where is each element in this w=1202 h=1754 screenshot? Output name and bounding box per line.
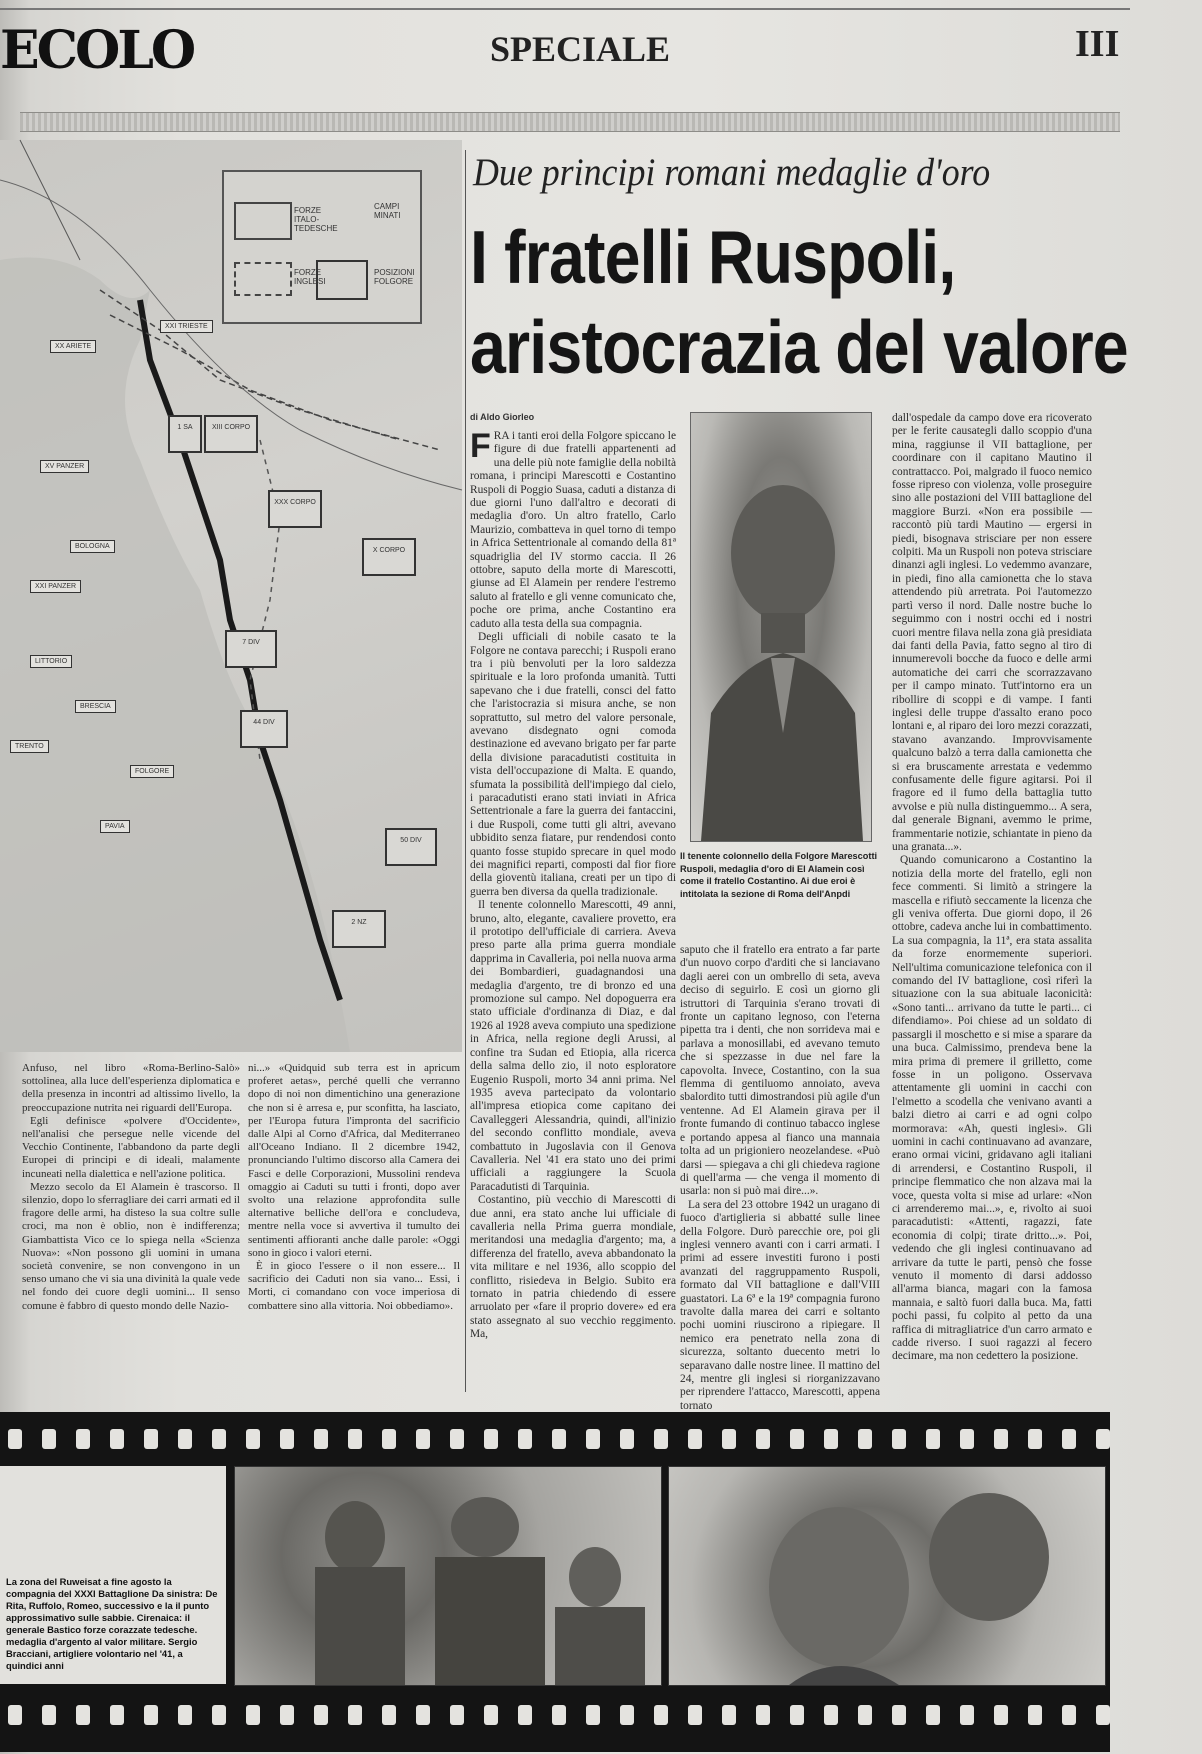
film-sprocket-hole bbox=[552, 1705, 566, 1725]
legend-swatch bbox=[234, 262, 292, 296]
film-sprocket-hole bbox=[1062, 1429, 1076, 1449]
faces-silhouette bbox=[669, 1467, 1105, 1685]
film-strip bbox=[0, 1412, 1110, 1752]
page-number: III bbox=[1075, 23, 1120, 65]
film-sprocket-hole bbox=[110, 1429, 124, 1449]
film-sprocket-hole bbox=[688, 1705, 702, 1725]
film-sprocket-hole bbox=[688, 1429, 702, 1449]
map-label: XXI TRIESTE bbox=[160, 320, 213, 333]
text-column-1 bbox=[470, 427, 676, 1400]
film-sprocket-hole bbox=[382, 1705, 396, 1725]
film-sprocket-hole bbox=[348, 1705, 362, 1725]
film-sprocket-hole bbox=[926, 1429, 940, 1449]
film-sprocket-hole bbox=[824, 1705, 838, 1725]
film-caption: La zona del Ruweisat a fine agosto la compagnia del XXXI Battaglione Da sinistra: De Rita, Ruffolo, Romeo, successivo e la il punto approssimativo sulle sabbie. Cirenaica: il generale Bastico forze corazzate tedesche. medaglia d'argento al valor militare. Sergio Bracciani, artigliere volontario nel '41, a quindici anni bbox=[6, 1576, 218, 1671]
film-sprocket-hole bbox=[1028, 1705, 1042, 1725]
film-sprocket-hole bbox=[382, 1429, 396, 1449]
map-unit-box: 50 DIV bbox=[385, 828, 437, 866]
paragraph: Egli definisce «polvere d'Occidente», nell'analisi che persegue nelle vicende del Vecchio Continente, l'abbandono da parte degli Europei di principi e di ideali, malamente incuneati nella dialettica e nell'azione politica. bbox=[22, 1114, 240, 1180]
paragraph: Costantino, più vecchio di Marescotti di due anni, era stato anche lui ufficiale di cavalleria nella Prima guerra mondiale, meritandosi una medaglia d'argento; ma, a differenza del fratello, aveva abbandonato la vita militare e nel 1936, allo scoppio del conflitto, risiedeva in Belgio. Subito era tornato in patria chiedendo di essere arruolato per «fare il proprio dovere» ed era stato assegnato al suo vecchio reggimento. Ma, bbox=[470, 1194, 676, 1341]
film-sprocket-hole bbox=[348, 1429, 362, 1449]
map-label: BOLOGNA bbox=[70, 540, 115, 553]
text-column-3 bbox=[892, 412, 1092, 1400]
film-sprocket-hole bbox=[552, 1429, 566, 1449]
paragraph: saputo che il fratello era entrato a far parte d'un nuovo corpo d'arditi che si lanciavano dagli aerei con un ombrello di seta, aveva deciso di seguirlo. E così un giorno gli istruttori di Tarquinia s'erano trovati di fronte un capitano legnoso, con l'eterna pipetta tra i denti, che non sorrideva mai e parlava a monosillabi, ed avevano temuto che si spezzasse in due nel fare la capovolta. Invece, Costantino, con la sua flemma di gentiluomo annoiato, aveva sbalordito tutti dimostrandosi più agile d'un ventenne. Ad El Alamein girava per il fronte fumando di continuo tabacco inglese e portando appesa al fianco una mannaia tolta ad un prigioniero neozelandese. «Può darsi — spiegava a chi gli chiedeva ragione di quell'arma — che venga il momento di usarla: non si può mai dire...». bbox=[680, 944, 880, 1198]
film-sprocket-hole bbox=[314, 1429, 328, 1449]
film-sprocket-hole bbox=[484, 1429, 498, 1449]
film-sprocket-hole bbox=[926, 1705, 940, 1725]
sprocket-row-top bbox=[0, 1426, 1110, 1452]
film-sprocket-hole bbox=[960, 1429, 974, 1449]
film-sprocket-hole bbox=[1096, 1705, 1110, 1725]
film-sprocket-hole bbox=[246, 1705, 260, 1725]
film-sprocket-hole bbox=[450, 1705, 464, 1725]
film-photo-soldiers bbox=[234, 1466, 662, 1686]
map-label: LITTORIO bbox=[30, 655, 72, 668]
film-sprocket-hole bbox=[756, 1705, 770, 1725]
byline: di Aldo Giorleo bbox=[470, 412, 535, 422]
paragraph: Degli ufficiali di nobile casato te la Folgore ne contava parecchi; i Ruspoli erano tra i più benvoluti per la loro saldezza spirituale e la loro profonda umanità. Tutti sapevano che i due fratelli, consci del fatto che l'aristocrazia si misura anche, se non soprattutto, sul metro del valore personale, avevano disdegnato ogni comoda destinazione ed avevano brigato per far parte della divisione paracadutisti costituita in vista dell'occupazione di Malta. E quando, sfumata la possibilità dell'impiego dal cielo, i paracadutisti erano stati inviati in Africa Settentrionale a fare la guerra dei fantaccini, i due Ruspoli, come tutti gli altri, avevano ubbidito senza fiatare, pur rendendosi conto quanto fosse stupido sprecare in quel modo dei magnifici reparti, composti dal fior fiore della gioventù italiana, creati per un tipo di guerra ben diversa da quella tradizionale. bbox=[470, 631, 676, 898]
film-sprocket-hole bbox=[76, 1705, 90, 1725]
film-sprocket-hole bbox=[994, 1429, 1008, 1449]
portrait-photo bbox=[690, 412, 872, 842]
film-sprocket-hole bbox=[416, 1705, 430, 1725]
film-sprocket-hole bbox=[824, 1429, 838, 1449]
film-sprocket-hole bbox=[994, 1705, 1008, 1725]
film-sprocket-hole bbox=[1062, 1705, 1076, 1725]
map-label: BRESCIA bbox=[75, 700, 116, 713]
film-sprocket-hole bbox=[178, 1705, 192, 1725]
top-rule bbox=[0, 8, 1130, 10]
film-sprocket-hole bbox=[892, 1705, 906, 1725]
map-unit-box: 44 DIV bbox=[240, 710, 288, 748]
soldiers-silhouette bbox=[235, 1467, 661, 1685]
film-sprocket-hole bbox=[756, 1429, 770, 1449]
article-kicker: Due principi romani medaglie d'oro bbox=[473, 151, 991, 194]
film-sprocket-hole bbox=[144, 1705, 158, 1725]
film-sprocket-hole bbox=[42, 1705, 56, 1725]
film-sprocket-hole bbox=[586, 1429, 600, 1449]
film-sprocket-hole bbox=[8, 1705, 22, 1725]
film-sprocket-hole bbox=[178, 1429, 192, 1449]
paragraph: Il tenente colonnello Marescotti, 49 anni, bruno, alto, elegante, cavaliere provetto, era il prototipo dell'ufficiale di carriera. Aveva preso parte alla prima guerra mondiale dapprima in Cavalleria, poi nella nuova arma dei Bombardieri, guadagnandosi una medaglia d'argento, tre di bronzo ed una promozione sul campo. Nel dopoguerra era stato ufficiale d'ordinanza di Diaz, e dal 1926 al 1928 aveva compiuto una spedizione in Africa, nella regione degli Arussi, al confine tra Sudan ed Etiopia, alla ricerca della salma dello zio, il noto esploratore Eugenio Ruspoli, morto 34 anni prima. Nel 1935 aveva partecipato da volontario all'impresa etiopica come capitano dei Cavalleggeri Alessandria, quindi, all'inizio del secondo conflitto mondiale, aveva combattuto in Jugoslavia con il Genova Cavalleria. Nel '41 era stato uno dei primi ufficiali a raggiungere la Scuola Paracadutisti di Tarquinia. bbox=[470, 899, 676, 1193]
film-sprocket-hole bbox=[620, 1429, 634, 1449]
map-label: XX ARIETE bbox=[50, 340, 96, 353]
map-unit-box: XIII CORPO bbox=[204, 415, 258, 453]
map-label: FOLGORE bbox=[130, 765, 174, 778]
map-label: XV PANZER bbox=[40, 460, 89, 473]
legend-item: FORZE ITALO-TEDESCHE bbox=[294, 206, 338, 233]
paragraph: Anfuso, nel libro «Roma-Berlino-Salò» sottolinea, alla luce dell'esperienza diplomatica e della presenza in incontri ad altissimo livello, la preoccupazione nutrita nei riguardi dell'Europa. bbox=[22, 1062, 240, 1114]
text-column-left-a bbox=[22, 1062, 240, 1398]
headline-line-1: I fratelli Ruspoli, bbox=[470, 215, 956, 299]
paragraph: ni...» «Quidquid sub terra est in apricum proferet aetas», perché quelli che verranno dopo di noi non dimentichino una generazione che non si è arresa e, pur sconfitta, ha lasciato, per l'Europa futura l'impronta del sacrificio dalle Alpi al Corno d'Africa, dal Mediterraneo all'Oceano Indiano. Il 2 dicembre 1942, pronunciando l'ultimo discorso alla Camera dei Fasci e delle Corporazioni, Mussolini rendeva omaggio ai Caduti su tutti i fronti, dopo aver svolto una relazione approfondita sulle alternative belliche dell'ora e concludeva, mentre nella voce si avvertiva il tumulto dei sentimenti affioranti anche dalle parole: «Oggi sono in gioco i valori eterni. bbox=[248, 1062, 460, 1259]
header-band bbox=[20, 112, 1120, 132]
film-sprocket-hole bbox=[42, 1429, 56, 1449]
film-sprocket-hole bbox=[280, 1429, 294, 1449]
film-sprocket-hole bbox=[518, 1705, 532, 1725]
film-sprocket-hole bbox=[144, 1429, 158, 1449]
map-unit-box: 1 SA bbox=[168, 415, 202, 453]
legend-swatch bbox=[316, 260, 368, 300]
film-sprocket-hole bbox=[416, 1429, 430, 1449]
film-sprocket-hole bbox=[858, 1429, 872, 1449]
map-unit-box: X CORPO bbox=[362, 538, 416, 576]
masthead-logo: ECOLO bbox=[0, 20, 194, 81]
legend-item: POSIZIONI FOLGORE bbox=[374, 268, 415, 286]
paragraph: È in gioco l'essere o il non essere... Il sacrificio dei Caduti non sia vano... Essi, i Morti, ci comandano con voce imperiosa di combattere sino alla vittoria. Noi obbediamo». bbox=[248, 1260, 460, 1312]
film-sprocket-hole bbox=[858, 1705, 872, 1725]
film-sprocket-hole bbox=[518, 1429, 532, 1449]
legend-swatch bbox=[234, 202, 292, 240]
article-headline bbox=[470, 212, 1128, 402]
film-sprocket-hole bbox=[892, 1429, 906, 1449]
sprocket-row-bottom bbox=[0, 1702, 1110, 1728]
film-sprocket-hole bbox=[722, 1705, 736, 1725]
map-label: XXI PANZER bbox=[30, 580, 81, 593]
film-sprocket-hole bbox=[960, 1705, 974, 1725]
headline-line-2: aristocrazia del valore bbox=[470, 305, 1128, 389]
film-sprocket-hole bbox=[1028, 1429, 1042, 1449]
film-sprocket-hole bbox=[110, 1705, 124, 1725]
map-unit-box: XXX CORPO bbox=[268, 490, 322, 528]
text-column-left-b bbox=[248, 1062, 460, 1398]
paragraph: dall'ospedale da campo dove era ricoverato per le ferite causategli dallo scoppio d'una mina, raggiunse il VII battaglione, per coordinare con il capitano Mautino il contrattacco. Poi, malgrado il fuoco nemico fosse ripreso con violenza, volle proseguire sino alle postazioni del VIII battaglione del maggiore Burzi. «Non era possibile — raccontò più tardi Mautino — ergersi in piedi, bisognava strisciare per non essere colpiti. Ma un Ruspoli non poteva strisciare dinanzi agli inglesi. Lo vedemmo avanzare, in piedi, fino alla camionetta che lo stava attendendo più arretrata. Poi l'automezzo partì verso il nord. Dalle nostre buche lo seguimmo con i nostri occhi ed i nostri cuori mentre filava nella zona già presidiata dai fanti della Pavia, fatto segno al tiro di innumerevoli bocche da fuoco e delle armi automatiche dei carri che scorrazzavano per il campo minato. Tutt'intorno era un ribollire di scoppi e di vampe. I fanti inglesi delle truppe d'assalto erano poco lontani e, al riparo dei loro mezzi corazzati, stavano avanzando. Improvvisamente qualcuno balzò a terra dalla camionetta che si era bruscamente arrestata e vedemmo confusamente delle figure agitarsi. Poi il fragore ed il fumo della battaglia tutto avvolse e più nulla distinguemmo... A sera, dal generale Bignani, avemmo le prime, frammentarie notizie, schiantate in pieno da una granata...». bbox=[892, 412, 1092, 853]
film-sprocket-hole bbox=[654, 1429, 668, 1449]
film-sprocket-hole bbox=[654, 1705, 668, 1725]
film-sprocket-hole bbox=[246, 1429, 260, 1449]
film-sprocket-hole bbox=[280, 1705, 294, 1725]
map-label: PAVIA bbox=[100, 820, 130, 833]
film-sprocket-hole bbox=[212, 1705, 226, 1725]
legend-item: FORZE INGLESI bbox=[294, 268, 326, 286]
film-sprocket-hole bbox=[8, 1429, 22, 1449]
film-sprocket-hole bbox=[790, 1429, 804, 1449]
battle-map bbox=[0, 140, 462, 1052]
paragraph: Mezzo secolo da El Alamein è trascorso. Il silenzio, dopo lo sferragliare dei carri armati ed il fragore delle armi, ha disteso la sua coltre sulle croci, ma non è oblio, non è indifferenza; Giambattista Vico ce lo spiega nella «Scienza Nuova»: «Non possono gli uomini in umana società convenire, se non convengono in un senso umano che vi sia una divinità la quale vede nel fondo dei cuore degli uomini... Il senso comune è fabbro di questo mondo delle Nazio- bbox=[22, 1180, 240, 1312]
map-label: TRENTO bbox=[10, 740, 49, 753]
text-column-2 bbox=[680, 944, 880, 1412]
film-sprocket-hole bbox=[790, 1705, 804, 1725]
film-sprocket-hole bbox=[314, 1705, 328, 1725]
portrait-silhouette bbox=[691, 413, 871, 841]
film-sprocket-hole bbox=[212, 1429, 226, 1449]
film-frame-caption bbox=[0, 1466, 226, 1684]
paragraph: RA i tanti eroi della Folgore spiccano le figure di due fratelli appartenenti ad una delle più note famiglie della nobiltà romana, i principi Marescotti e Costantino Ruspoli di Poggio Suasa, caduti a distanza di due giorni l'uno dall'altro e decorati di medaglia d'oro. Un altro fratello, Carlo Maurizio, combatteva in quel torno di tempo in Africa Settentrionale al comando della 81ª squadriglia del IV stormo caccia. Il 26 ottobre, saputo della morte di Marescotti, giunse ad El Alamein per rendere l'estremo saluto al fratello e gli venne comunicato che, poche ore prima, anche Costantino era caduto alla testa della sua compagnia. bbox=[470, 430, 676, 630]
map-unit-box: 2 NZ bbox=[332, 910, 386, 948]
map-unit-box: 7 DIV bbox=[225, 630, 277, 668]
film-sprocket-hole bbox=[586, 1705, 600, 1725]
section-title: SPECIALE bbox=[489, 29, 671, 69]
legend-item: CAMPI MINATI bbox=[374, 202, 401, 220]
film-sprocket-hole bbox=[1096, 1429, 1110, 1449]
film-sprocket-hole bbox=[620, 1705, 634, 1725]
paragraph: La sera del 23 ottobre 1942 un uragano di fuoco d'artiglieria si abbatté sulle linee della Folgore. Durò parecchie ore, poi gli inglesi vennero avanti con i carri armati. I primi ad essere investiti furono i posti avanzati del raggruppamento Ruspoli, formato dal VII battaglione e dall'VIII guastatori. La 6ª e la 19ª compagnia furono travolte dalla marea dei carri e soltanto pochi uomini riuscirono a ripiegare. Il nemico era penetrato nella zona di sicurezza, soltanto duecento metri lo separavano dalle nostre linee. Il mattino del 24, mentre gli inglesi si riorganizzavano per riprendere l'attacco, Marescotti, appena tornato bbox=[680, 1198, 880, 1412]
photo-caption: Il tenente colonnello della Folgore Marescotti Ruspoli, medaglia d'oro di El Alamein così come il fratello Costantino. Ai due eroi è intitolata la sezione di Roma dell'Anpdi bbox=[680, 851, 878, 899]
film-photo-portrait bbox=[668, 1466, 1106, 1686]
column-rule bbox=[465, 150, 466, 1392]
drop-cap: F bbox=[470, 427, 491, 465]
film-sprocket-hole bbox=[450, 1429, 464, 1449]
film-sprocket-hole bbox=[484, 1705, 498, 1725]
paragraph: Quando comunicarono a Costantino la notizia della morte del fratello, egli non fece commenti. Si limitò a stringere la mascella e rifiutò seccamente la licenza che gli veniva offerta. Due giorni dopo, il 26 ottobre, cadeva anche lui in combattimento. La sua compagnia, la 11ª, era stata assalita da forze enormemente superiori. Nell'ultima comunicazione telefonica con il comando del IV battaglione, così riferì la situazione con la sua abituale laconicità: «Sono tanti... arrivano da tutte le parti... ci difendiamo». Poi chiese ad un soldato di passargli il moschetto e si mise a sparare da una buca. Calmissimo, prendeva bene la mira prima di premere il grilletto, come fosse in un poligono. Osservava attentamente gli uomini in cacchi con l'elmetto a scodella che venivano avanti a balzi dietro ai carri e ad ogni colpo mormorava: «Ah, questi inglesi». Gli uomini in cachi continuavano ad avanzare, erano ormai vicini, gridavano agli italiani di arrendersi, e Costantino Ruspoli, il principe flemmatico che non alzava mai la voce, questa volta si mise ad urlare: «Non ci arrenderemo mai...», e, rivolto ai suoi paracadutisti: «Attenti, ragazzi, fate economia di colpi; tirate dritto...». Poi, vedendo che gli inglesi continuavano ad arrivare da tutte le parti, pensò che fosse venuto il momento di darsi addosso all'arma bianca, magari con la famosa mannaia, e saltò fuori dalla buca. Ma, fatti pochi passi, fu colpito al petto da una raffica di mitragliatrice d'un carro armato e cadde riverso. I suoi ragazzi al fecero decimare, ma non cedettero la posizione. bbox=[892, 854, 1092, 1363]
film-sprocket-hole bbox=[722, 1429, 736, 1449]
map-legend bbox=[222, 170, 422, 324]
film-sprocket-hole bbox=[76, 1429, 90, 1449]
